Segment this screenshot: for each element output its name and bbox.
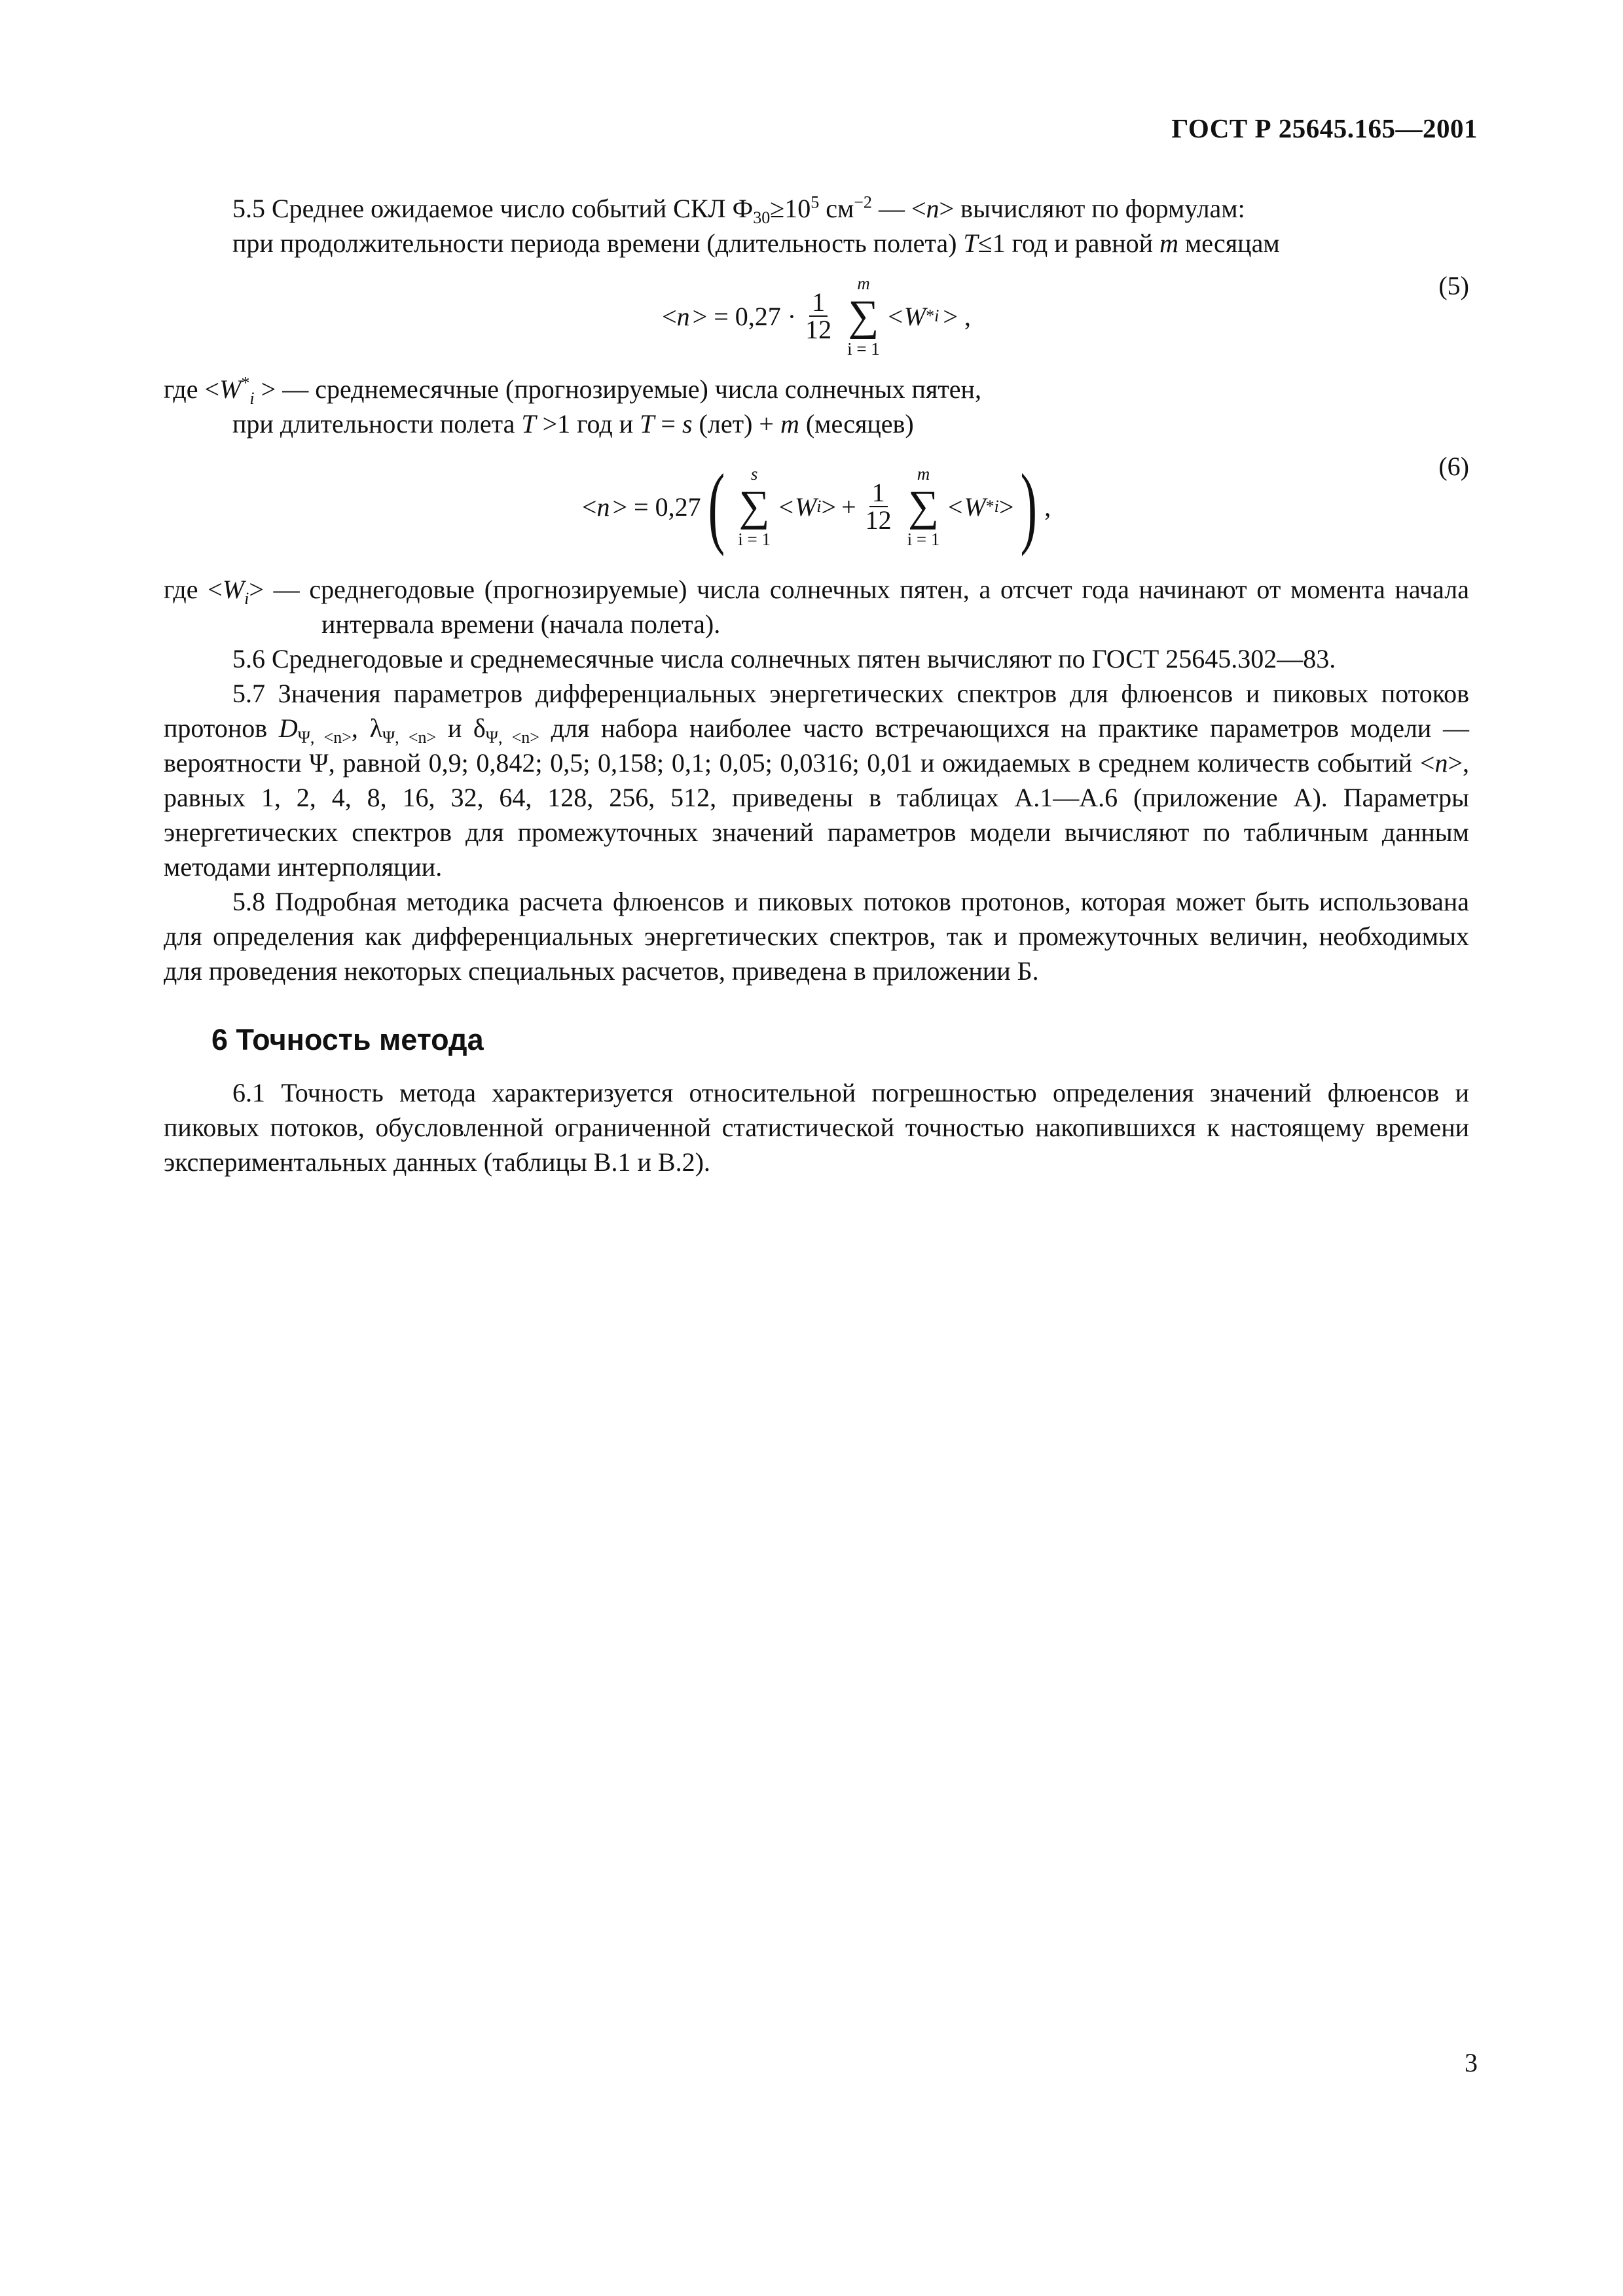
formula-5: < n > = 0,27 · $\frac{1}{12}$ m ∑ i = 1 <W * i > , (5) [164,260,1469,372]
where-clause-annual: где $<W_i>$ — среднегодовые (прогнозируемые) числа солнечных пятен, а отсчет года начинают от момента начала интервала времени (начала полета). [164,575,1469,639]
right-parenthesis: ) [1020,456,1038,557]
paragraph-6-1: 6.1 Точность метода характеризуется относительной погрешностью определения значений флюенсов и пиковых потоков, обусловленной ограниченной статистической точностью накопившихся к настоящему времени экспериментальных данных (таблицы В.1 и В.2). [164,1078,1469,1177]
formula-6: < n > = 0,27 ( s ∑ i = 1 <W i > + $\frac{1}{12}$ m ∑ i = 1 <W * i > ) , (6) [164,441,1469,572]
paragraph-5-6: 5.6 Среднегодовые и среднемесячные числа солнечных пятен вычисляют по ГОСТ 25645.302—83. [232,644,1336,673]
where-clause-monthly: где $<W^*_i$ > — среднемесячные (прогнозируемые) числа солнечных пятен, [164,373,981,408]
paragraph-5-5: 5.5 Среднее ожидаемое число событий СКЛ $Ф_{30}\ge 10^5$ $см^{-2}$ — <n> вычисляют по формулам: [232,192,1245,227]
document-body [164,191,1469,1179]
document-code: ГОСТ Р 25645.165—2001 [1171,113,1478,143]
summation: m ∑ i = 1 [847,274,880,359]
paragraph-5-5-condition: при продолжительности периода времени (длительность полета) T≤1 год и равной m месяцам [232,228,1280,258]
section-heading: 6 Точность метода [211,1023,484,1056]
fraction: $\frac{1}{12}$ [805,287,832,344]
summation: s ∑ i = 1 [738,464,771,549]
formula-number: (6) [1438,452,1469,481]
formula-number: (5) [1438,271,1469,300]
flight-duration-condition: при длительности полета T >1 год и T = s (лет) + m (месяцев) [232,409,914,439]
paragraph-5-7: 5.7 Значения параметров дифференциальных энергетических спектров для флюенсов и пиковых потоков протонов $D_{\Psi, <n>}$, $\lambda_{\Psi, <n>}$ и $\delta_{\Psi, <n>}$ для набора наиболее часто встречающихся на практике параметров модели — вероятности Ψ, равной 0,9; 0,842; 0,5; 0,158; 0,1; 0,05; 0,0316; 0,01 и ожидаемых в среднем количеств событий <n>, равных 1, 2, 4, 8, 16, 32, 64, 128, 256, 512, приведены в таблицах А.1—А.6 (приложение А). Параметры энергетических спектров для промежуточных значений параметров модели вычисляют по табличным данным методами интерполяции. [164,679,1469,882]
left-parenthesis: ( [708,456,725,557]
page-number: 3 [1465,2048,1478,2077]
paragraph-5-8: 5.8 Подробная методика расчета флюенсов и пиковых потоков протонов, которая может быть использована для определения как дифференциальных энергетических спектров, так и промежуточных величин, необходимых для проведения некоторых специальных расчетов, приведена в приложении Б. [164,887,1469,986]
summation: m ∑ i = 1 [907,464,940,549]
fraction: $\frac{1}{12}$ [865,478,892,535]
